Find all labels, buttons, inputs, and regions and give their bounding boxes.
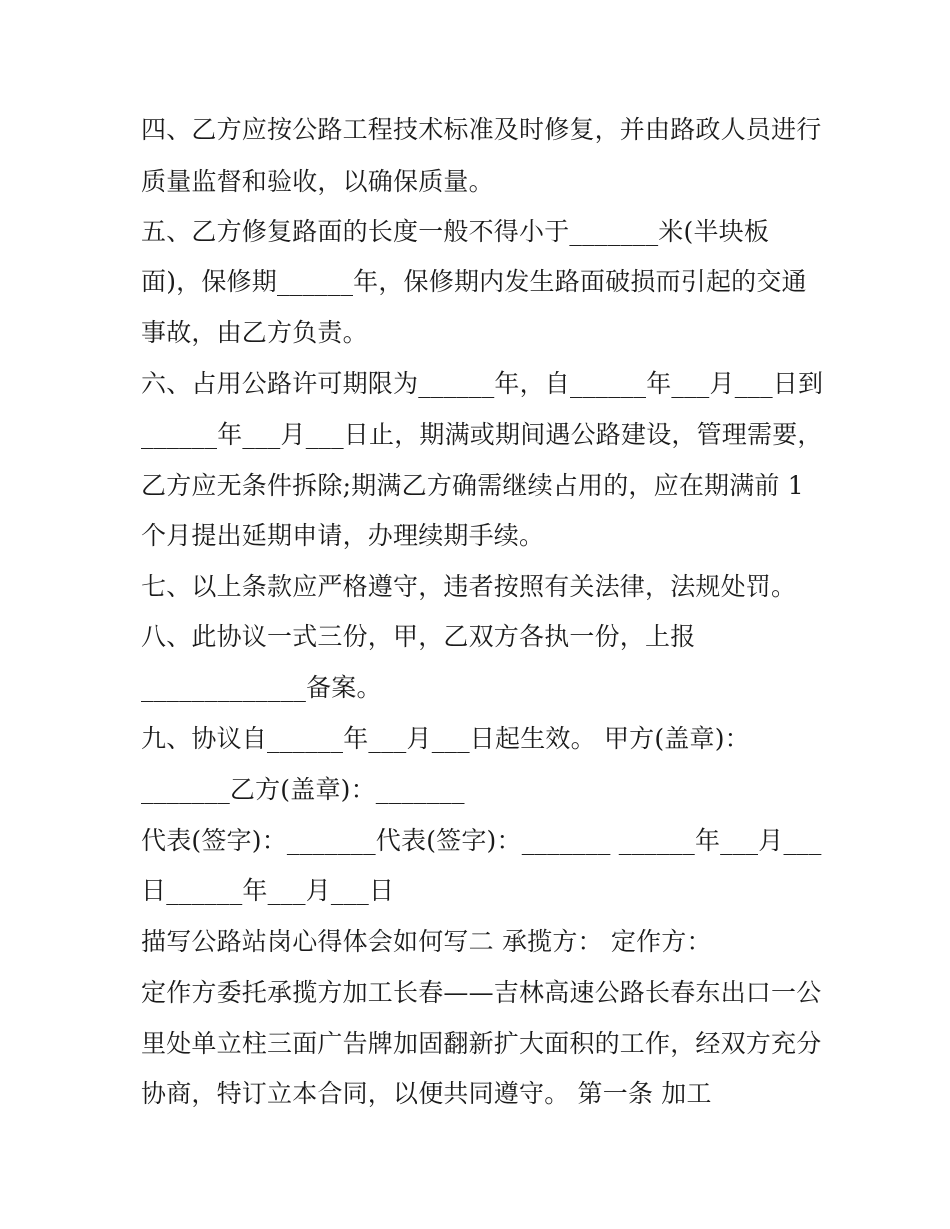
text-line-clause-8-end: _____________备案。 — [141, 673, 382, 702]
text-line-clause-7: 七、以上条款应严格遵守，违者按照有关法律，法规处罚。 — [141, 572, 797, 601]
text-line-clause-4-cont: 质量监督和验收，以确保质量。 — [141, 167, 494, 196]
text-line-clause-5-end: 事故，由乙方负责。 — [141, 318, 368, 347]
text-line-contract-intro: 定作方委托承揽方加工长春——吉林高速公路长春东出口一公 — [141, 978, 822, 1007]
text-line-clause-9: 九、协议自______年___月___日起生效。 甲方(盖章)： — [141, 724, 750, 753]
text-line-clause-6-cont-2: 乙方应无条件拆除;期满乙方确需继续占用的，应在期满前 1 — [141, 471, 804, 500]
text-line-clause-6-end: 个月提出延期申请，办理续期手续。 — [141, 521, 545, 550]
text-line-seal-parties: _______乙方(盖章)：_______ — [141, 775, 465, 804]
text-line-clause-8: 八、此协议一式三份，甲，乙双方各执一份，上报 — [141, 622, 696, 651]
text-line-clause-4: 四、乙方应按公路工程技术标准及时修复，并由路政人员进行 — [141, 115, 822, 144]
text-line-contract-intro-cont: 里处单立柱三面广告牌加固翻新扩大面积的工作，经双方充分 — [141, 1029, 822, 1058]
text-line-date: 日______年___月___日 — [141, 876, 395, 905]
text-line-representatives: 代表(签字)：_______代表(签字)：_______ ______年___月___ — [141, 826, 822, 855]
text-line-section-title: 描写公路站岗心得体会如何写二 承揽方： 定作方： — [141, 927, 712, 956]
text-line-clause-5: 五、乙方修复路面的长度一般不得小于_______米(半块板 — [141, 217, 770, 246]
text-line-contract-intro-end: 协商，特订立本合同，以便共同遵守。 第一条 加工 — [141, 1079, 712, 1108]
text-line-clause-6: 六、占用公路许可期限为______年，自______年___月___日到 — [141, 369, 824, 398]
text-line-clause-5-cont: 面)，保修期______年，保修期内发生路面破损而引起的交通 — [141, 267, 807, 296]
text-line-clause-6-cont: ______年___月___日止，期满或期间遇公路建设，管理需要， — [141, 420, 823, 449]
